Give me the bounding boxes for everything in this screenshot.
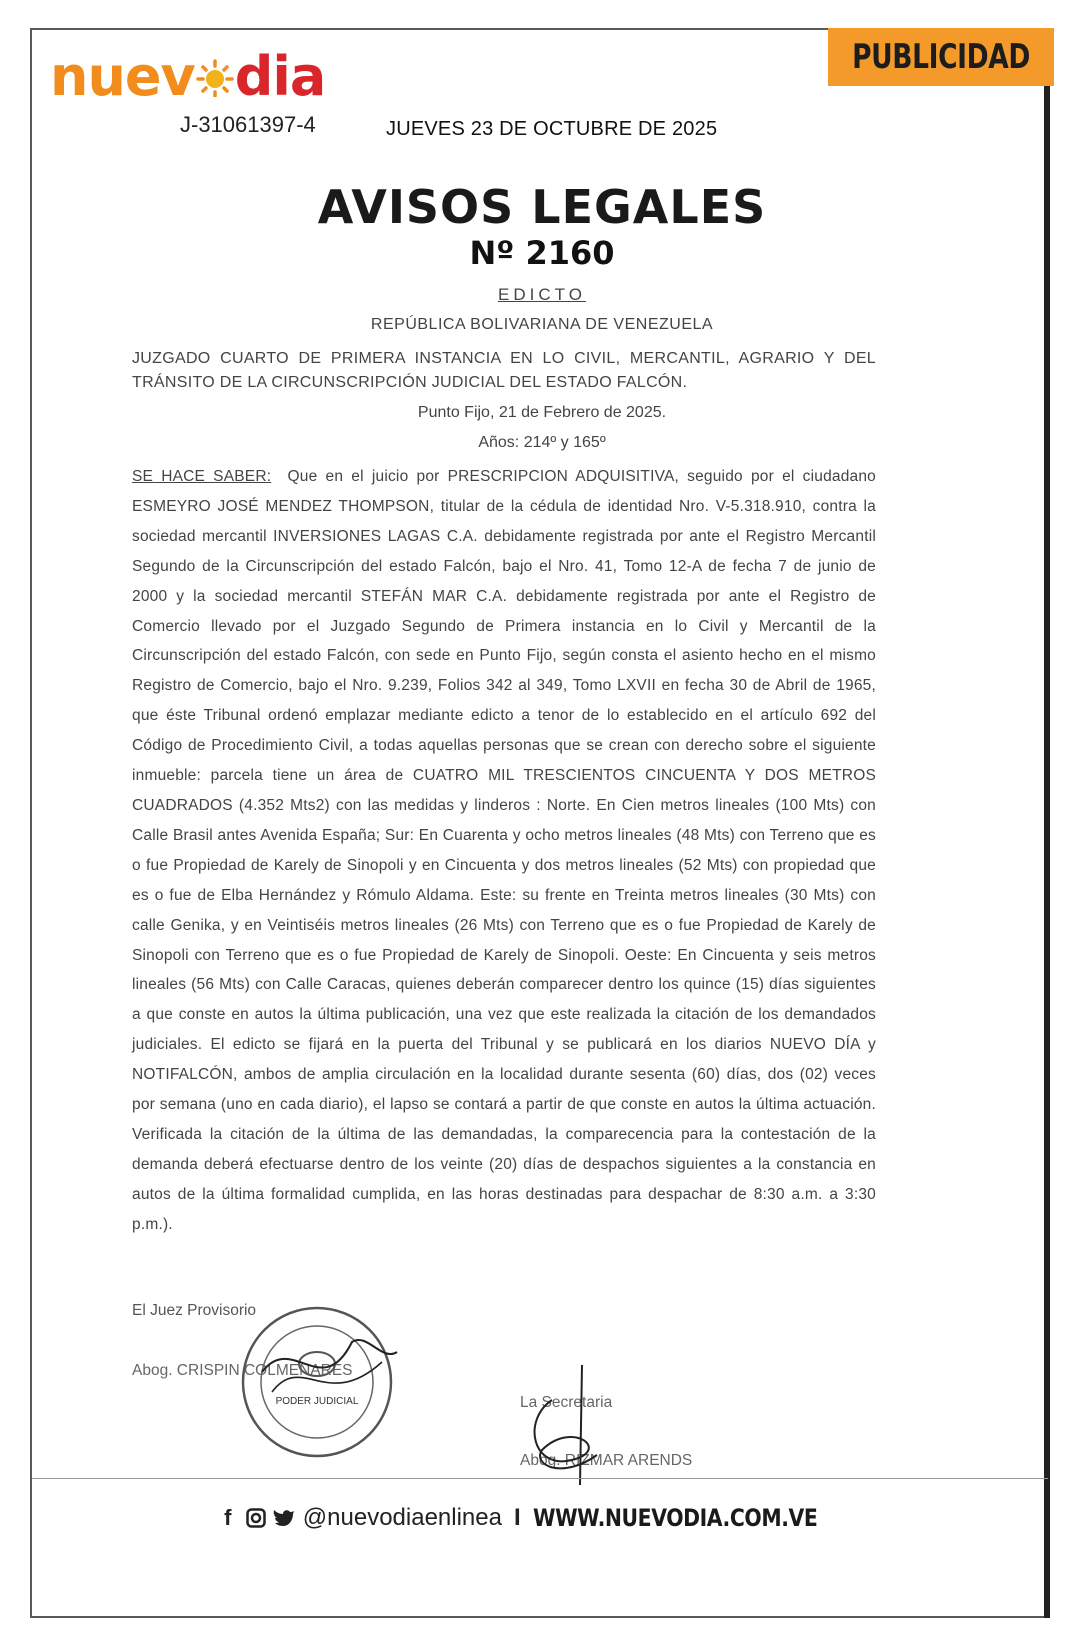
secretary-name: Abog. RIZMAR ARENDS — [520, 1452, 693, 1469]
social-handle[interactable]: @nuevodiaenlinea — [302, 1504, 502, 1531]
website-link[interactable]: WWW.NUEVODIA.COM.VE — [532, 1504, 818, 1532]
publicidad-badge — [828, 28, 1054, 86]
judge-label: El Juez Provisorio — [132, 1302, 257, 1319]
logo-text-right: dia — [234, 45, 326, 108]
edict-lead: SE HACE SABER: — [132, 468, 272, 485]
logo-text-left: nuev — [50, 45, 195, 108]
years-line: Años: 214º y 165º — [478, 434, 606, 451]
secretary-label: La Secretaria — [520, 1394, 613, 1411]
republic-line: REPÚBLICA BOLIVARIANA DE VENEZUELA — [370, 316, 714, 333]
newspaper-page — [30, 28, 1050, 1618]
footer-separator: I — [513, 1504, 521, 1531]
facebook-icon[interactable]: f — [224, 1505, 232, 1530]
nuevodia-logo — [50, 45, 326, 108]
secretary-signature — [502, 1360, 662, 1490]
notice-number: Nº 2160 — [469, 234, 615, 272]
footer — [32, 1504, 1052, 1532]
edict-text: Que en el juicio por PRESCRIPCION ADQUISITIVA, seguido por el ciudadano ESMEYRO JOSÉ MENDEZ THOMPSON, titular de la cédula de identidad Nro. V-5.318.910, contra la sociedad mercantil INVERSIONES LAGAS C.A. debidamente registrada por ante el Registro Mercantil Segundo de la Circunscripción del estado Falcón, bajo el Nro. 41, Tomo 12-A de fecha 7 de junio de 2000 y la sociedad mercantil STEFÁN MAR C.A. debidamente registrada por ante el Registro de Comercio llevado por el Juzgado Segundo de Primera instancia en lo Civil y Mercantil de la Circunscripción del estado Falcón, con sede en Punto Fijo, según consta el asiento hecho en el mismo Registro de Comercio, bajo el Nro. 9.239, Folios 342 al 349, Tomo LXVII en fecha 30 de Abril de 1965, que éste Tribunal ordenó emplazar mediante edicto a tenor de lo establecido en el artículo 692 del Código de Procedimiento Civil, a todas aquellas personas que se crean con derecho sobre el siguiente inmueble: parcela tiene un área de CUATRO MIL TRESCIENTOS CINCUENTA Y DOS METROS CUADRADOS (4.352 Mts2) con las medidas y linderos : Norte. En Cien metros lineales (100 Mts) con Calle Brasil antes Avenida España; Sur: En Cuarenta y ocho metros lineales (48 Mts) con Terreno que es o fue Propiedad de Karely de Sinopoli y en Cincuenta y dos metros lineales (52 Mts) con propiedad que es o fue de Elba Hernández y Rómulo Aldama. Este: su frente en Treinta metros lineales (30 Mts) con calle Genika, y en Veintiséis metros lineales (26 Mts) con Terreno que es o fue Propiedad de Karely de Sinopoli con Terreno que es o fue Propiedad de Karely de Sinopoli. Oeste: En Cincuenta y seis metros lineales (56 Mts) con Calle Caracas, quienes deberán comparecer dentro los quince (15) días siguientes a que conste en autos la última publicación, una vez que este realizada la citación de los demandados judiciales. El edicto se fijará en la puerta del Tribunal y se publicará en los diarios NUEVO DÍA y NOTIFALCÓN, ambos de amplia circulación en la localidad durante sesenta (60) días, dos (02) veces por semana (uno en cada diario), el lapso se contará a partir de que conste en autos la última actuación. Verificada la citación de la última de las demandadas, la comparecencia para la contestación de la demanda deberá efectuarse dentro de los veinte (20) días de despachos siguientes a la constancia en autos de la última formalidad cumplida, en las horas destinadas para despachar de 8:30 a.m. a 3:30 p.m.). — [132, 468, 877, 1233]
footer-divider — [32, 1478, 1048, 1479]
court-line-2: TRÁNSITO DE LA CIRCUNSCRIPCIÓN JUDICIAL DEL ESTADO FALCÓN. — [132, 374, 688, 391]
rif-number: J-31061397-4 — [180, 112, 316, 137]
edict-body — [132, 462, 876, 1240]
publicidad-label: PUBLICIDAD — [852, 37, 1030, 77]
sun-icon — [195, 52, 235, 92]
section-title: AVISOS LEGALES — [317, 180, 767, 234]
place-date: Punto Fijo, 21 de Febrero de 2025. — [417, 404, 667, 421]
issue-date: JUEVES 23 DE OCTUBRE DE 2025 — [386, 118, 718, 140]
stamp-label: PODER JUDICIAL — [275, 1396, 359, 1407]
court-seal-stamp — [232, 1292, 402, 1462]
social-icons — [217, 1506, 295, 1530]
twitter-icon[interactable] — [273, 1506, 295, 1530]
judge-name: Abog. CRISPIN COLMENARES — [132, 1362, 353, 1379]
instagram-icon[interactable] — [245, 1506, 267, 1530]
court-line-1: JUZGADO CUARTO DE PRIMERA INSTANCIA EN LO CIVIL, MERCANTIL, AGRARIO Y DEL — [132, 350, 876, 367]
edict-heading: EDICTO — [498, 285, 586, 304]
